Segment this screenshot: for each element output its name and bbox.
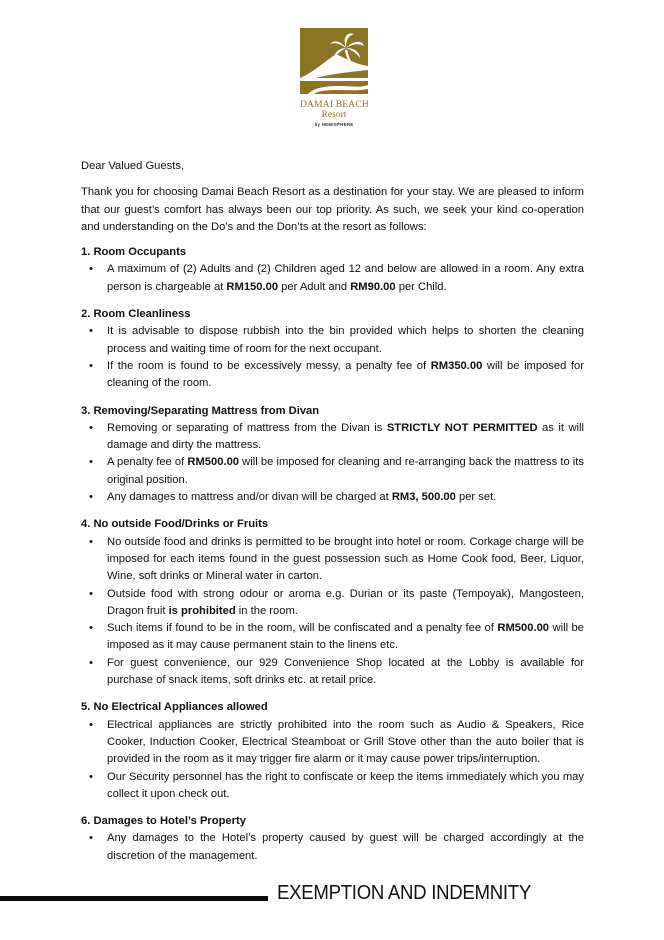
rule-text: For guest convenience, our 929 Convenience Shop located at the Lobby is available for purchase of snack items, soft drinks etc. at retail price.	[107, 656, 584, 687]
rule-text: will be imposed as it may cause permanent stain to the linens etc.	[107, 622, 584, 652]
rule-text: Any damages to mattress and/or divan will be charged at	[107, 491, 392, 504]
rule-text: A maximum of (2) Adults and (2) Children aged 12 and below are allowed in a room. Any extra person is chargeable at	[107, 263, 584, 293]
section-title: 6. Damages to Hotel’s Property	[81, 815, 246, 828]
intro-paragraph: Thank you for choosing Damai Beach Resort as a destination for your stay. We are pleased to inform that our guest’s comfort has always been our top priority. As such, we seek your kind co-operation and understanding on the Do’s and the Don’ts at the resort as follows:	[81, 186, 584, 233]
rule-section	[81, 699, 584, 803]
rule-item	[81, 454, 584, 489]
rule-section	[81, 813, 584, 865]
rule-text: Outside food with strong odour or aroma e.g. Durian or its paste (Tempoyak), Mangosteen, Dragon fruit	[107, 587, 584, 617]
rule-list	[81, 323, 584, 392]
rule-item	[81, 534, 584, 586]
rule-list	[81, 420, 584, 506]
logo-subtitle: Resort	[321, 110, 347, 120]
emphasis-text: is prohibited	[168, 604, 236, 617]
section-title: 5. No Electrical Appliances allowed	[81, 701, 268, 714]
rule-text: in the room.	[235, 604, 298, 617]
section-title: 3. Removing/Separating Mattress from Divan	[81, 404, 320, 417]
rule-item	[81, 586, 584, 621]
rule-text: as it will damage and dirty the mattress.	[107, 421, 584, 452]
rule-text: per set.	[455, 491, 497, 504]
rule-list	[81, 534, 584, 690]
rule-item	[81, 717, 584, 769]
rule-item	[81, 358, 584, 393]
emphasis-text: RM150.00	[226, 280, 279, 293]
rule-item	[81, 420, 584, 455]
section-title: 1. Room Occupants	[81, 246, 187, 259]
emphasis-text: STRICTLY NOT PERMITTED	[386, 421, 538, 434]
rule-section	[81, 244, 584, 296]
rule-item	[81, 655, 584, 690]
rule-section	[81, 306, 584, 392]
rule-item	[81, 489, 584, 506]
rule-text: If the room is found to be excessively messy, a penalty fee of	[107, 359, 431, 372]
letter-body	[81, 158, 584, 875]
emphasis-text: RM500.00	[497, 622, 550, 635]
rule-text: will be imposed for cleaning of the room.	[107, 359, 584, 390]
rule-text: Any damages to the Hotel’s property caused by guest will be charged accordingly at the discretion of the management.	[107, 832, 584, 862]
rule-section	[81, 516, 584, 689]
section-title: 2. Room Cleanliness	[81, 308, 191, 321]
rule-item	[81, 830, 584, 865]
rule-text: Such items if found to be in the room, will be confiscated and a penalty fee of	[107, 622, 498, 635]
rule-item	[81, 769, 584, 804]
rule-section	[81, 403, 584, 507]
emphasis-text: RM350.00	[430, 359, 483, 372]
section-title: 4. No outside Food/Drinks or Fruits	[81, 518, 269, 531]
rule-text: per Child.	[395, 280, 447, 293]
footer-heading: EXEMPTION AND INDEMNITY	[277, 882, 532, 904]
rule-list	[81, 830, 584, 865]
rule-text: Our Security personnel has the right to confiscate or keep the items immediately which you may collect it upon check out.	[107, 770, 584, 800]
greeting: Dear Valued Guests,	[81, 160, 185, 172]
emphasis-text: RM90.00	[350, 280, 396, 293]
emphasis-text: RM500.00	[187, 456, 240, 469]
palm-beach-logo-icon	[300, 28, 368, 94]
emphasis-text: RM3, 500.00	[391, 491, 456, 504]
rule-list	[81, 261, 584, 296]
footer-rule	[0, 896, 268, 901]
rule-list	[81, 717, 584, 803]
resort-logo	[300, 28, 368, 129]
rule-text: It is advisable to dispose rubbish into the bin provided which helps to shorten the cleaning process and waiting time of room for the next occupant.	[107, 325, 584, 355]
rule-text: Electrical appliances are strictly prohibited into the room such as Audio & Speakers, Rice Cooker, Induction Cooker, Electrical Steamboat or Grill Stove other than the auto boiler that is provided in the room as it may trigger fire alarm or it may cause power trips/interruption.	[107, 718, 584, 766]
logo-byline: by HEMISPHERE	[314, 122, 354, 127]
rule-text: No outside food and drinks is permitted to be brought into hotel or room. Corkage charge will be imposed for each items found in the guest possession such as Home Cook food, Beer, Liquor, Wine, soft drinks or Mineral water in carton.	[107, 535, 584, 583]
rule-text: Removing or separating of mattress from the Divan is	[107, 421, 387, 434]
rule-text: per Adult and	[278, 280, 351, 293]
logo-name: DAMAI BEACH	[300, 100, 369, 110]
rule-item	[81, 323, 584, 358]
rule-text: A penalty fee of	[107, 456, 188, 469]
rules-sections	[81, 244, 584, 865]
rule-item	[81, 620, 584, 655]
rule-text: will be imposed for cleaning and re-arranging back the mattress to its original position.	[107, 456, 584, 486]
rule-item	[81, 261, 584, 296]
